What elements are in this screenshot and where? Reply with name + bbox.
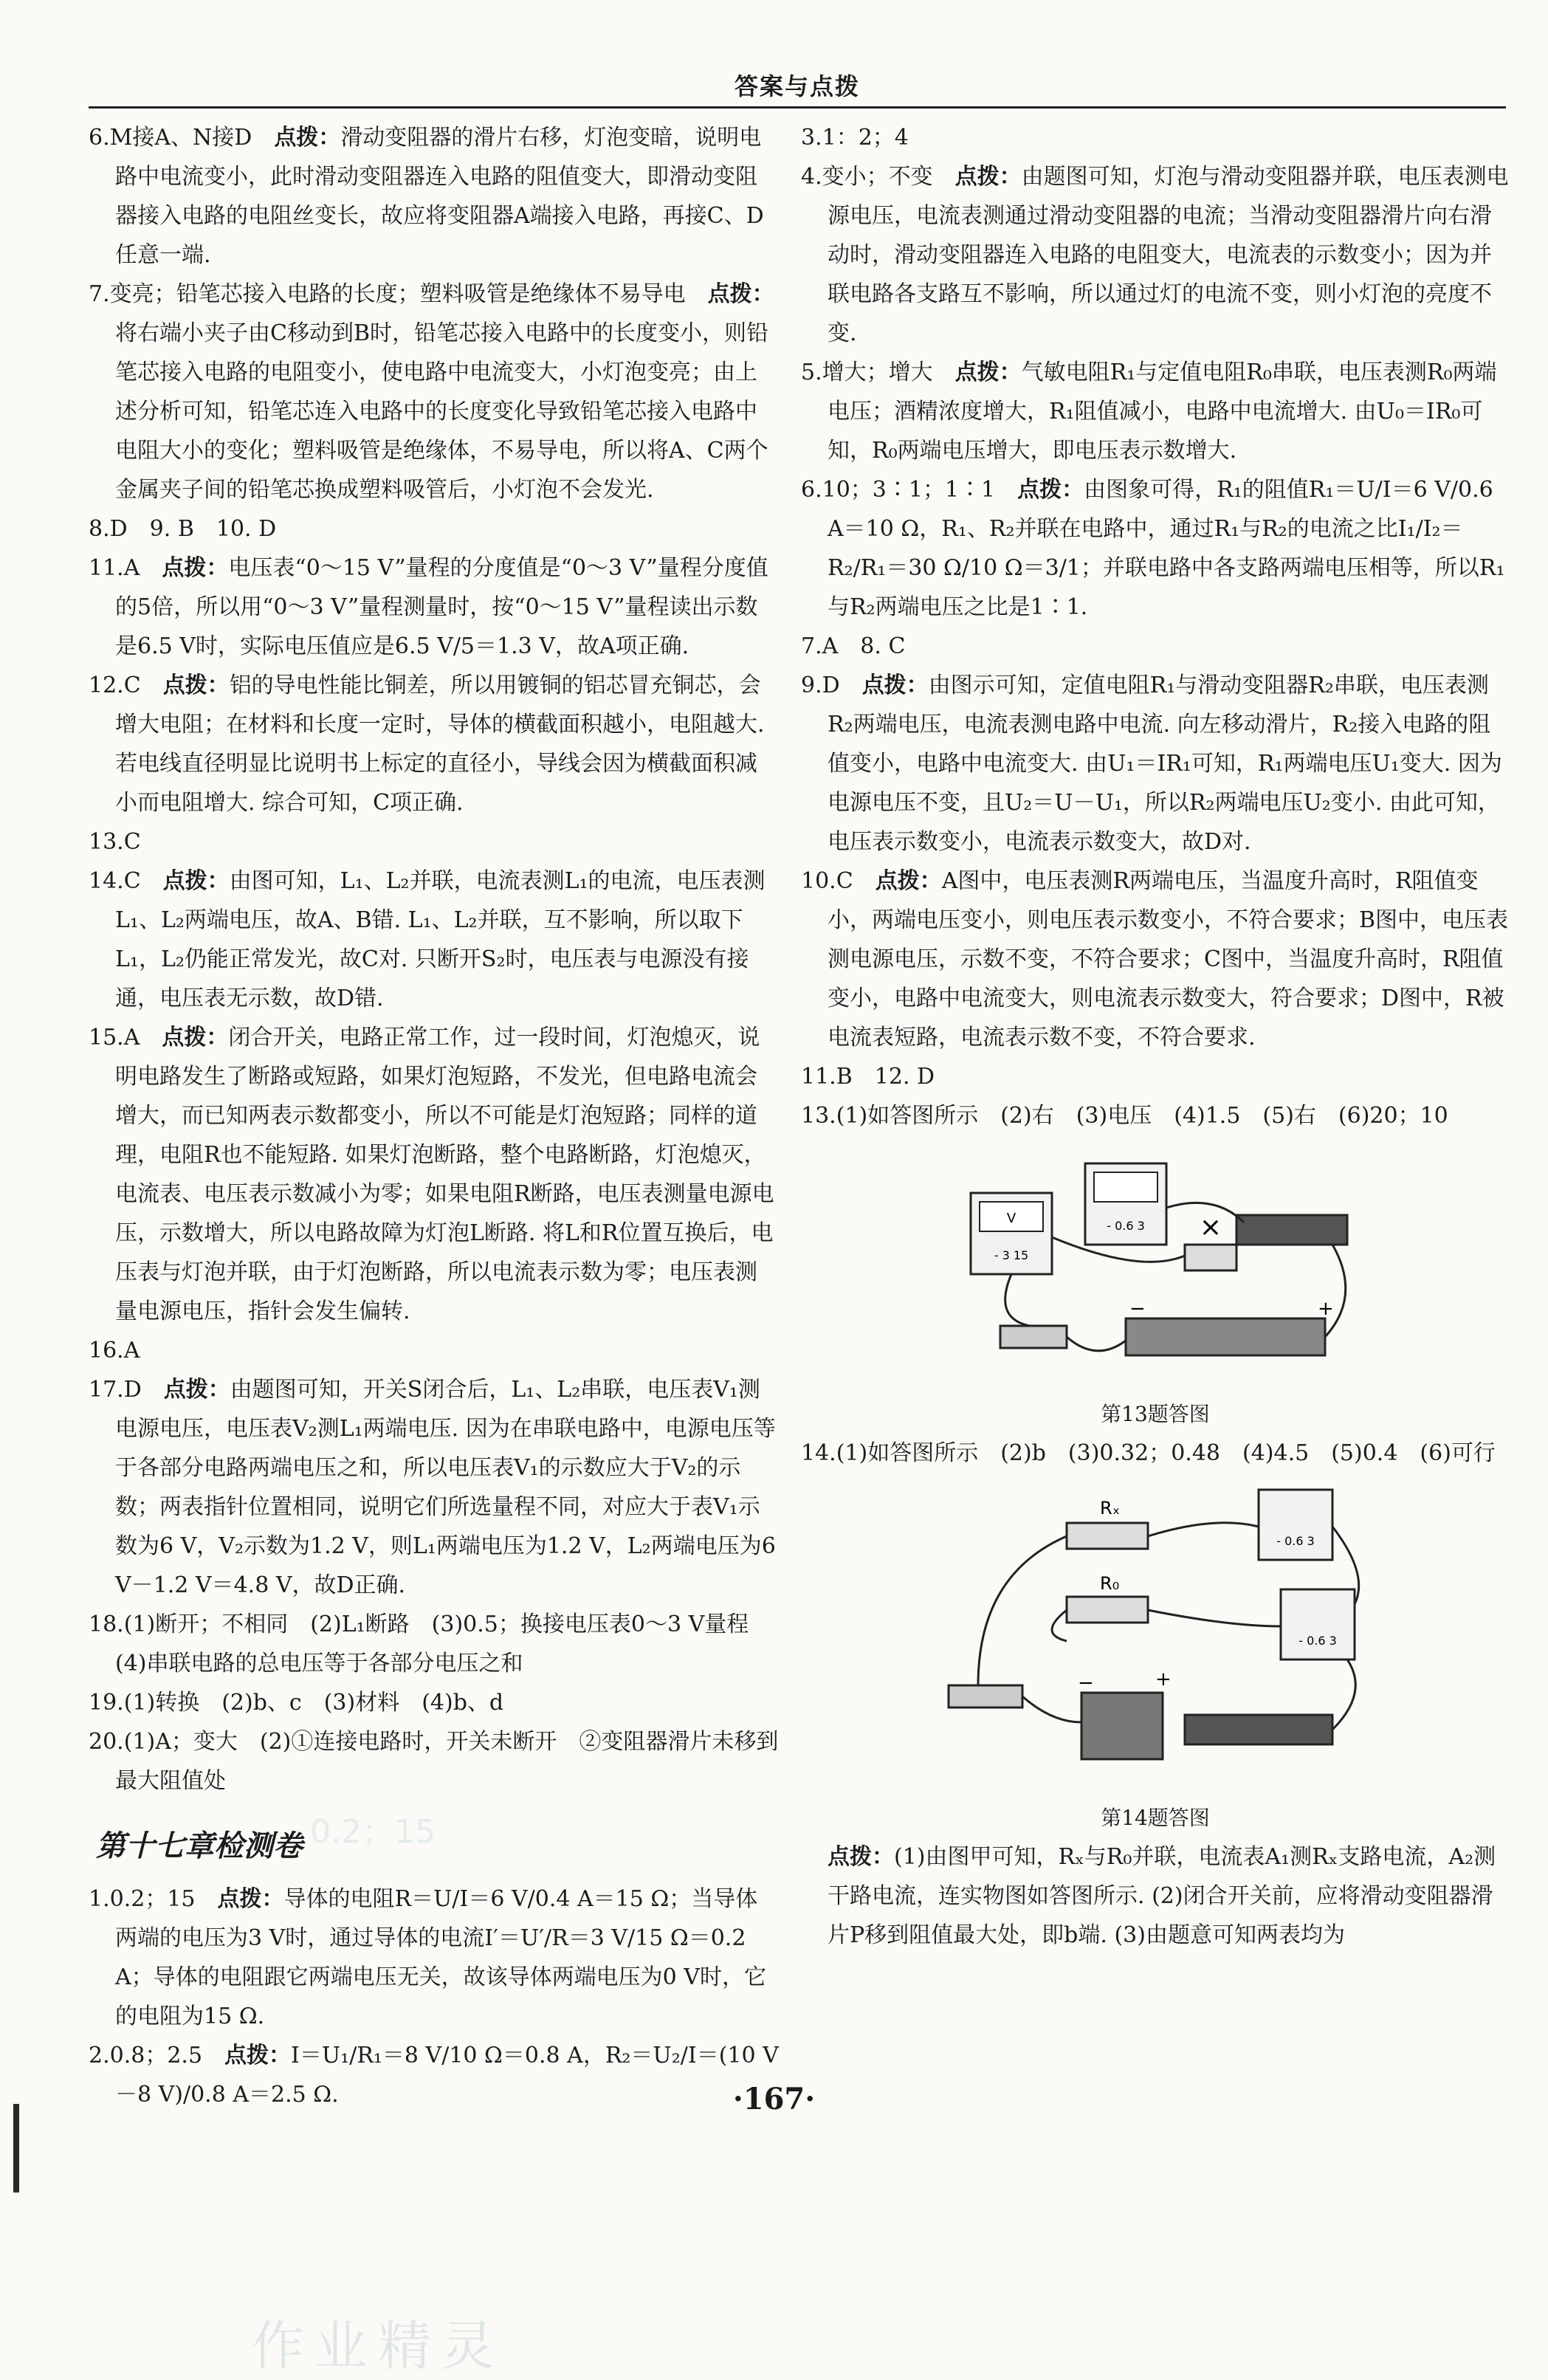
chapter-title: 第十七章检测卷 — [96, 1829, 303, 1863]
answer-value: 变小；不变 — [822, 164, 933, 190]
tip-text: 滑动变阻器的滑片右移，灯泡变暗，说明电路中电流变小，此时滑动变阻器连入电路的阻值变大，即滑动变阻器接入电路的电阻丝变长，故应将变阻器A端接入电路，再接C、D任意一端. — [115, 125, 764, 268]
right-answer-list — [801, 118, 1510, 1135]
answer-number: 11. — [801, 1064, 836, 1090]
answer-item — [89, 1370, 779, 1605]
tip-text: 由图可知，L₁、L₂并联，电流表测L₁的电流，电压表测L₁、L₂两端电压，故A、B错. L₁、L₂并联，互不影响，所以取下L₁，L₂仍能正常发光，故C对. 只断开S₂时，电压表与电源没有接通，电压表无示数，故D错. — [115, 868, 766, 1011]
answer-item — [801, 470, 1510, 627]
answer-value: C — [123, 829, 141, 855]
answer-value: 增大；增大 — [822, 360, 933, 385]
ammeter-a2-scale: - 0.6 3 — [1298, 1634, 1337, 1648]
switch-icon — [1000, 1326, 1067, 1348]
ammeter-scale: - 0.6 3 — [1107, 1219, 1145, 1233]
answer-number: 16. — [89, 1338, 124, 1363]
answer-item — [89, 822, 779, 861]
answer-value: 1：2；4 — [822, 125, 909, 151]
answer-number: 13. — [801, 1103, 836, 1129]
tip-text: 闭合开关，电路正常工作，过一段时间，灯泡熄灭，说明电路发生了断路或短路，如果灯泡短路，不发光，但电路电流会增大，而已知两表示数都变小，所以不可能是灯泡短路；同样的道理，电阻R也不能短路. 如果灯泡断路，整个电路断路，灯泡熄灭，电流表、电压表示数减小为零；如果电阻R断路，电压表测量电源电压，示数增大，所以电路故障为灯泡L断路. 将L和R位置互换后，电压表与灯泡并联，由于灯泡断路，所以电流表示数为零；电压表测量电源电压，指针会发生偏转. — [115, 1025, 774, 1324]
answer-number: 14. — [89, 868, 124, 894]
answer-number: 13. — [89, 829, 124, 855]
page-number: ·167· — [732, 2082, 816, 2116]
answer-number: 17. — [89, 1377, 124, 1403]
answer-number: 9. — [801, 673, 822, 698]
tip-label: 点拨： — [861, 673, 929, 698]
battery-plus: + — [1155, 1668, 1172, 1691]
rheostat-icon — [1185, 1715, 1332, 1744]
figure-13 — [801, 1149, 1510, 1434]
ammeter-a2-icon — [1281, 1589, 1355, 1660]
ammeter-a1-icon — [1259, 1490, 1332, 1560]
answer-number: 8. — [89, 516, 110, 542]
answer-item — [801, 118, 1510, 157]
answer-item — [89, 861, 779, 1018]
answer-item — [89, 275, 779, 509]
answer-item — [89, 1722, 779, 1801]
answer-value: (1)如答图所示 (2)b (3)0.32；0.48 (4)4.5 (5)0.4 (6)可行 — [836, 1440, 1496, 1466]
answer-item — [801, 666, 1510, 861]
answer-number: 15. — [89, 1025, 124, 1050]
answer-number: 11. — [89, 555, 124, 581]
answer-item — [89, 1331, 779, 1370]
tip-text: 由图示可知，定值电阻R₁与滑动变阻器R₂串联，电压表测R₂两端电压，电流表测电路中电流. 向左移动滑片，R₂接入电路的阻值变小，电路中电流变大. 由U₁＝IR₁可知，R₁两端电压U₁变大. 因为电源电压不变，且U₂＝U－U₁，所以R₂两端电压U₂变小. 由此可知，电压表示数变小，电流表示数变大，故D对. — [828, 673, 1502, 855]
answer-value: C — [123, 673, 141, 698]
resistor-icon — [1185, 1245, 1236, 1270]
voltmeter-scale: - 3 15 — [994, 1248, 1029, 1262]
resistor-rx-icon — [1067, 1523, 1148, 1549]
answer-item — [801, 861, 1510, 1057]
answer-value: 0.2；15 — [109, 1886, 196, 1912]
rheostat-icon — [1236, 1215, 1347, 1245]
answer-number: 7. — [89, 281, 110, 307]
answer-number: 6. — [801, 477, 822, 503]
answer-14 — [801, 1434, 1510, 1473]
chapter-answer-list — [89, 1879, 779, 2114]
tip-text: 由题图可知，灯泡与滑动变阻器并联，电压表测电源电压，电流表测通过滑动变阻器的电流；当滑动变阻器滑片向右滑动时，滑动变阻器连入电路的电阻变大，电流表的示数变小；因为并联电路各支路互不影响，所以通过灯的电流不变，则小灯泡的亮度不变. — [828, 164, 1509, 346]
binding-edge — [13, 2104, 19, 2192]
tip-label: 点拨： — [163, 1377, 230, 1403]
figure-14 — [801, 1486, 1510, 1837]
tip-text: A图中，电压表测R两端电压，当温度升高时，R阻值变小，两端电压变小，则电压表示数变小，不符合要求；B图中，电压表测电源电压，示数不变，不符合要求；C图中，当温度升高时，R阻值变小，电路中电流变大，则电流表示数变大，符合要求；D图中，R被电流表短路，电流表示数不变，不符合要求. — [828, 868, 1509, 1050]
answer-value: 变亮；铅笔芯接入电路的长度；塑料吸管是绝缘体不易导电 — [109, 281, 686, 307]
answer-item — [89, 509, 779, 548]
left-answer-list — [89, 118, 779, 1801]
battery-icon — [1126, 1318, 1325, 1355]
answer-number: 18. — [89, 1612, 124, 1637]
tip-label: 点拨： — [224, 2043, 292, 2068]
tip-label: 点拨： — [162, 673, 230, 698]
answer-value: C — [123, 868, 141, 894]
answer-item — [89, 118, 779, 275]
answer-number: 6. — [89, 125, 110, 151]
v-mark: V — [1006, 1211, 1016, 1226]
tip-text: 由题图可知，开关S闭合后，L₁、L₂串联，电压表V₁测电源电压，电压表V₂测L₁两端电压. 因为在串联电路中，电源电压等于各部分电路两端电压之和，所以电压表V₁的示数应大于V₂的示数；两表指针位置相同，说明它们所选量程不同，对应大于表V₁示数为6 V，V₂示数为1.2 V，则L₁两端电压为1.2 V，L₂两端电压为6 V－1.2 V＝4.8 V，故D正确. — [115, 1377, 776, 1598]
right-column — [801, 118, 1510, 1955]
tip-label: 点拨： — [162, 868, 230, 894]
battery-icon — [1081, 1693, 1163, 1759]
answer-item — [89, 1879, 779, 2036]
tip-label: 点拨： — [707, 281, 774, 307]
answer-item — [89, 1605, 779, 1683]
answer-number: 20. — [89, 1729, 124, 1755]
answer-item — [89, 1683, 779, 1722]
tip-label: 点拨： — [274, 125, 341, 151]
answer-number: 1. — [89, 1886, 110, 1912]
answer-item — [89, 548, 779, 666]
answer-value: D — [123, 1377, 142, 1403]
tip-text: 铝的导电性能比铜差，所以用镀铜的铝芯冒充铜芯，会增大电阻；在材料和长度一定时，导体的横截面积越小，电阻越大. 若电线直径明显比说明书上标定的直径小，导线会因为横截面积减小而电阻增大. 综合可知，C项正确. — [115, 673, 765, 816]
answer-number: 10. — [801, 868, 836, 894]
resistor-r0-icon — [1067, 1597, 1148, 1623]
header-rule — [89, 106, 1506, 109]
answer-item — [801, 1096, 1510, 1135]
watermark: 作业精灵 — [251, 2315, 506, 2377]
tip-text: 将右端小夹子由C移动到B时，铅笔芯接入电路中的长度变小，则铅笔芯接入电路的电阻变小，使电路中电流变大，小灯泡变亮；由上述分析可知，铅笔芯连入电路中的长度变化导致铅笔芯接入电路中电阻大小的变化；塑料吸管是绝缘体，不易导电，所以将A、C两个金属夹子间的铅笔芯换成塑料吸管后，小灯泡不会发光. — [115, 320, 768, 503]
figure-13-caption: 第13题答图 — [1101, 1402, 1210, 1426]
answer-value: 0.8；2.5 — [109, 2043, 203, 2068]
tip-label: 点拨： — [162, 555, 229, 581]
circuit-diagram-13 — [949, 1149, 1362, 1378]
answer-value: D — [822, 673, 840, 698]
answer-value: C — [836, 868, 853, 894]
circuit-diagram-14 — [934, 1486, 1377, 1781]
answer-value: (1)断开；不相同 (2)L₁断路 (3)0.5；换接电压表0～3 V量程 (4)串联电路的总电压等于各部分电压之和 — [115, 1612, 771, 1676]
tip-text: 电压表“0～15 V”量程的分度值是“0～3 V”量程分度值的5倍，所以用“0～3 V”量程测量时，按“0～15 V”量程读出示数是6.5 V时，实际电压值应是6.5 V/5＝1.3 V，故A项正确. — [115, 555, 768, 659]
tip-label: 点拨： — [217, 1886, 284, 1912]
battery-minus: − — [1078, 1672, 1094, 1694]
figure-14-caption: 第14题答图 — [1101, 1806, 1210, 1830]
answer-number: 19. — [89, 1690, 124, 1716]
tip-label: 点拨： — [162, 1025, 229, 1050]
tip-text: I＝U₁/R₁＝8 V/10 Ω＝0.8 A，R₂＝U₂/I＝(10 V－8 V)/0.8 A＝2.5 Ω. — [115, 2043, 779, 2108]
answer-number: 5. — [801, 360, 822, 385]
answer-number: 4. — [801, 164, 822, 190]
tip-text: 由图象可得，R₁的阻值R₁＝U/I＝6 V/0.6 A＝10 Ω，R₁、R₂并联在电路中，通过R₁与R₂的电流之比I₁/I₂＝R₂/R₁＝30 Ω/10 Ω＝3/1；并联电路中各支路两端电压相等，所以R₁与R₂两端电压之比是1∶1. — [828, 477, 1505, 620]
tip-label: 点拨： — [828, 1844, 894, 1870]
battery-minus: − — [1129, 1298, 1146, 1320]
tip-text: (1)由图甲可知，Rₓ与R₀并联，电流表A₁测Rₓ支路电流，A₂测干路电流，连实物图如答图所示. (2)闭合开关前，应将滑动变阻器滑片P移到阻值最大处，即b端. (3)由题意可知两表均为 — [828, 1844, 1496, 1948]
tip-text: 气敏电阻R₁与定值电阻R₀串联，电压表测R₀两端电压；酒精浓度增大，R₁阻值减小，电路中电流增大. 由U₀＝IR₀可知，R₀两端电压增大，即电压表示数增大. — [828, 360, 1497, 464]
answer-number: 7. — [801, 633, 822, 659]
answer-value: (1)如答图所示 (2)右 (3)电压 (4)1.5 (5)右 (6)20；10 — [836, 1103, 1448, 1129]
r0-label: R₀ — [1100, 1573, 1120, 1594]
cross-mark: × — [1199, 1212, 1222, 1242]
answer-number: 12. — [89, 673, 124, 698]
battery-plus: + — [1318, 1298, 1334, 1320]
answer-value: B 12. D — [836, 1064, 935, 1090]
answer-item — [89, 1018, 779, 1331]
answer-value: (1)转换 (2)b、c (3)材料 (4)b、d — [123, 1690, 504, 1716]
answer-number: 3. — [801, 125, 822, 151]
rx-label: Rₓ — [1100, 1498, 1121, 1519]
tip-label: 点拨： — [1017, 477, 1084, 503]
answer-value: (1)A；变大 (2)①连接电路时，开关未断开 ②变阻器滑片未移到最大阻值处 — [115, 1729, 779, 1794]
switch-icon — [949, 1685, 1022, 1707]
answer-value: 10；3∶1；1∶1 — [822, 477, 996, 503]
answer-number: 2. — [89, 2043, 110, 2068]
tip-label: 点拨： — [954, 360, 1022, 385]
answer-14-tip — [801, 1837, 1510, 1955]
answer-number: 14. — [801, 1440, 836, 1466]
answer-item — [801, 353, 1510, 470]
answer-value: D 9. B 10. D — [109, 516, 277, 542]
answer-value: A — [123, 555, 140, 581]
tip-label: 点拨： — [954, 164, 1022, 190]
ghost-text: 0.2；15 — [310, 1813, 436, 1851]
tip-text: 导体的电阻R＝U/I＝6 V/0.4 A＝15 Ω；当导体两端的电压为3 V时，通过导体的电流I′＝U′/R＝3 V/15 Ω＝0.2 A；导体的电阻跟它两端电压无关，故该导体两端电压为0 V时，它的电阻为15 Ω. — [115, 1886, 766, 2029]
answer-value: A — [123, 1338, 140, 1363]
answer-item — [89, 666, 779, 822]
answer-item — [801, 1057, 1510, 1096]
answer-value: A 8. C — [822, 633, 906, 659]
answer-value: A — [123, 1025, 140, 1050]
answer-value: M接A、N接D — [109, 125, 252, 151]
answer-item — [801, 627, 1510, 666]
ammeter-a1-scale: - 0.6 3 — [1276, 1534, 1315, 1548]
page-header: 答案与点拨 — [734, 72, 860, 100]
tip-label: 点拨： — [875, 868, 942, 894]
answer-item — [801, 157, 1510, 353]
